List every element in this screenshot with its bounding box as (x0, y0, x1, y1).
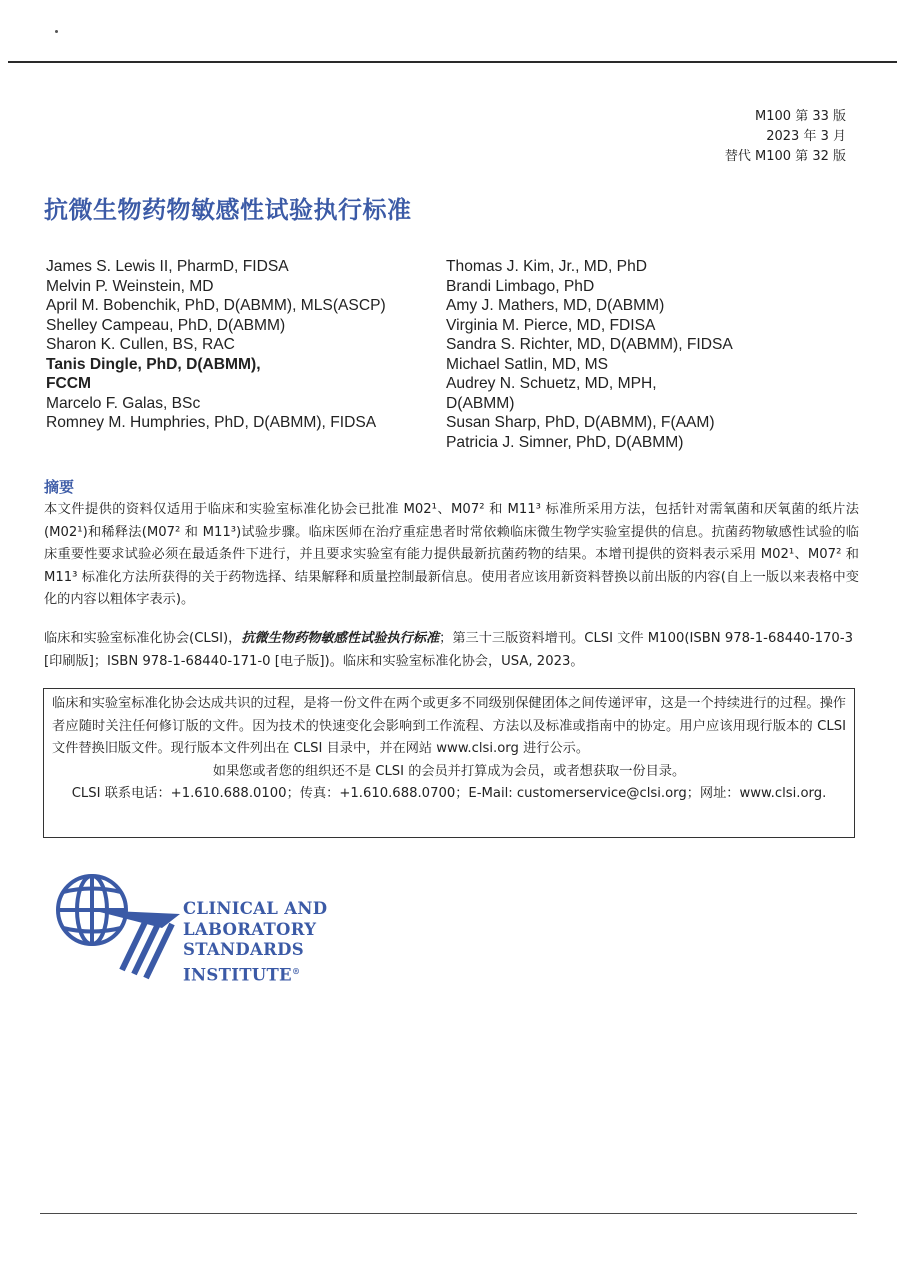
registered-mark: ® (291, 965, 301, 976)
author-line: Marcelo F. Galas, BSc (46, 394, 201, 412)
notice-paragraph: 临床和实验室标准化协会达成共识的过程，是将一份文件在两个或更多不同级别保健团体之间传递评审，这是一个持续进行的过程。操作者应随时关注任何修订版的文件。因为技术的快速变化会影响到工作流程、方法以及标准或指南中的协定。用户应该用现行版本的 CLSI 文件替换旧版文件。现行版本文件列出在 CLSI 目录中，并在网站 www.clsi.org 进行公示。 (52, 696, 846, 756)
authors-right-column (446, 257, 866, 452)
wordmark-line: LABORATORY (183, 919, 317, 939)
abstract-heading: 摘要 (44, 478, 75, 496)
author-line: Melvin P. Weinstein, MD (46, 277, 214, 295)
wordmark-line (183, 961, 327, 986)
edition-number: M100 第 33 版 (755, 109, 846, 124)
author-line: Thomas J. Kim, Jr., MD, PhD (446, 258, 648, 275)
author-line: Sandra S. Richter, MD, D(ABMM), FIDSA (446, 336, 733, 353)
author-line: D(ABMM) (446, 394, 515, 412)
edition-block (725, 107, 846, 167)
notice-membership: 如果您或者您的组织还不是 CLSI 的会员并打算成为会员，或者想获取一份目录。 (212, 763, 686, 779)
author-line: Virginia M. Pierce, MD, FDISA (446, 316, 656, 334)
wordmark-line: CLINICAL AND (183, 899, 328, 918)
citation-title: 抗微生物药物敏感性试验执行标准 (241, 631, 440, 646)
document-title: 抗微生物药物敏感性试验执行标准 (44, 196, 412, 224)
clsi-globe-logo (52, 870, 182, 984)
author-line: Patricia J. Simner, PhD, D(ABMM) (446, 433, 684, 451)
wordmark-line: STANDARDS (183, 940, 304, 959)
citation (44, 628, 859, 673)
author-line: Shelley Campeau, PhD, D(ABMM) (46, 316, 286, 334)
author-line: Brandi Limbago, PhD (446, 277, 595, 295)
author-line-bold: Tanis Dingle, PhD, D(ABMM), (46, 355, 261, 373)
bottom-rule (40, 1213, 857, 1214)
author-line: Amy J. Mathers, MD, D(ABMM) (446, 297, 665, 314)
scan-speck (55, 30, 58, 33)
author-line: Michael Satlin, MD, MS (446, 355, 609, 373)
citation-suffix: ；第三十三版资料增刊。CLSI 文件 M100(ISBN 978-1-68440-170-3 [印刷版]；ISBN 978-1-68440-171-0 [电子版])。临床和实验室标准化协会，USA, 2023。 (44, 631, 853, 669)
author-line-bold: FCCM (46, 375, 92, 392)
abstract-body: 本文件提供的资料仅适用于临床和实验室标准化协会已批准 M02¹、M07² 和 M11³ 标准所采用方法，包括针对需氧菌和厌氧菌的纸片法(M02¹)和稀释法(M07² 和 M11³)试验步骤。临床医师在治疗重症患者时常依赖临床微生物学实验室提供的信息。抗菌药物敏感性试验的临床重要性要求试验必须在最适条件下进行，并且要求实验室有能力提供最新抗菌药物的结果。本增刊提供的资料表示采用 M02¹、M07² 和 M11³ 标准化方法所获得的关于药物选择、结果解释和质量控制最新信息。使用者应该用新资料替换以前出版的内容(自上一版以来表格中变化的内容以粗体字表示)。 (44, 502, 859, 607)
author-line: Sharon K. Cullen, BS, RAC (46, 336, 235, 353)
author-line: James S. Lewis II, PharmD, FIDSA (46, 258, 289, 275)
author-line: April M. Bobenchik, PhD, D(ABMM), MLS(ASCP) (46, 297, 386, 314)
wordmark-line-text: INSTITUTE (183, 965, 292, 984)
citation-prefix: 临床和实验室标准化协会(CLSI)， (44, 631, 242, 646)
top-rule (8, 61, 897, 63)
author-line: Susan Sharp, PhD, D(ABMM), F(AAM) (446, 414, 715, 431)
consensus-notice-box (43, 688, 855, 838)
author-line: Audrey N. Schuetz, MD, MPH, (446, 375, 657, 392)
edition-replaces: 替代 M100 第 32 版 (724, 149, 846, 164)
authors-left-column (46, 257, 426, 433)
clsi-wordmark (183, 899, 327, 986)
notice-contact: CLSI 联系电话：+1.610.688.0100；传真：+1.610.688.0700；E-Mail: customerservice@clsi.org；网址：www.clsi.org. (71, 785, 827, 801)
author-line: Romney M. Humphries, PhD, D(ABMM), FIDSA (46, 414, 377, 431)
edition-date: 2023 年 3 月 (766, 129, 846, 144)
